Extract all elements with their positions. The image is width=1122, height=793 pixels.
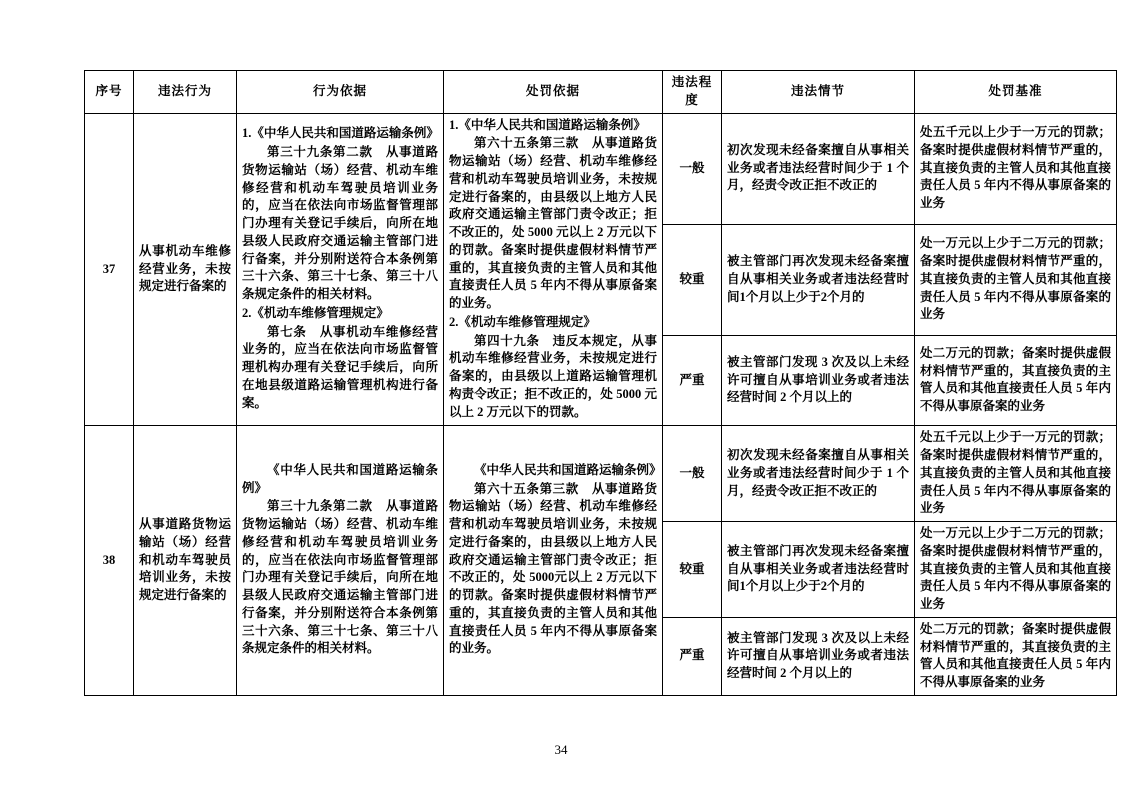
penalty-basis-line: 1.《中华人民共和国道路运输条例》 bbox=[449, 117, 646, 132]
page-number: 34 bbox=[554, 742, 568, 757]
row-penalty-basis bbox=[444, 426, 663, 696]
column-header-penalty-basis: 处罚依据 bbox=[444, 71, 663, 114]
penalty-basis-line: 第六十五条第三款 从事道路货物运输站（场）经营、机动车维修经营和机动车驾驶员培训业务，未按规定进行备案的，由县级以上地方人民政府交通运输主管部门责令改正；拒不改正的，处 5000 元以上 2 万元以下的罚款。备案时提供虚假材料情节严重的，其直接负责的主管人员和其他直接责任人员 5 年内不得从事原备案的业务。 bbox=[449, 136, 657, 310]
basis-line: 1.《中华人民共和国道路运输条例》 bbox=[242, 126, 439, 141]
level-standard: 处五千元以上少于一万元的罚款；备案时提供虚假材料情节严重的，其直接负责的主管人员和其他直接责任人员 5 年内不得从事原备案的业务 bbox=[915, 426, 1117, 522]
penalty-basis-line: 《中华人民共和国道路运输条例》 bbox=[474, 462, 662, 477]
table-body bbox=[85, 113, 1117, 695]
level-circumstance: 被主管部门再次发现未经备案擅自从事相关业务或者违法经营时间1个月以上少于2个月的 bbox=[722, 522, 915, 618]
column-header-basis: 行为依据 bbox=[237, 71, 444, 114]
penalty-standards-table bbox=[84, 70, 1117, 696]
row-act: 从事道路货物运输站（场）经营和机动车驾驶员培训业务，未按规定进行备案的 bbox=[134, 426, 237, 696]
penalty-table-container bbox=[84, 70, 1111, 696]
level-standard: 处一万元以上少于二万元的罚款；备案时提供虚假材料情节严重的，其直接负责的主管人员和其他直接责任人员 5 年内不得从事原备案的业务 bbox=[915, 224, 1117, 335]
level-degree: 较重 bbox=[663, 522, 722, 618]
row-basis bbox=[237, 426, 444, 696]
basis-line: 第三十九条第二款 从事道路货物运输站（场）经营、机动车维修经营和机动车驾驶员培训业务的，应当在依法向市场监督管理部门办理有关登记手续后，向所在地县级人民政府交通运输主管部门进行备案，并分别附送符合本条例第三十六条、第三十七条、第三十八条规定条件的相关材料。 bbox=[242, 145, 438, 302]
column-header-act: 违法行为 bbox=[134, 71, 237, 114]
column-header-standard: 处罚基准 bbox=[915, 71, 1117, 114]
row-basis bbox=[237, 113, 444, 426]
column-header-no: 序号 bbox=[85, 71, 134, 114]
level-circumstance: 被主管部门再次发现未经备案擅自从事相关业务或者违法经营时间1个月以上少于2个月的 bbox=[722, 224, 915, 335]
row-act: 从事机动车维修经营业务，未按规定进行备案的 bbox=[134, 113, 237, 426]
penalty-basis-line: 2.《机动车维修管理规定》 bbox=[449, 314, 596, 329]
penalty-basis-line: 第四十九条 违反本规定，从事机动车维修经营业务，未按规定进行备案的，由县级以上道路运输管理机构责令改正；拒不改正的，处 5000 元以上 2 万元以下的罚款。 bbox=[449, 333, 657, 419]
table-header bbox=[85, 71, 1117, 114]
level-standard: 处五千元以上少于一万元的罚款；备案时提供虚假材料情节严重的，其直接负责的主管人员和其他直接责任人员 5 年内不得从事原备案的业务 bbox=[915, 113, 1117, 224]
level-standard: 处二万元的罚款；备案时提供虚假材料情节严重的，其直接负责的主管人员和其他直接责任人员 5 年内不得从事原备案的业务 bbox=[915, 617, 1117, 695]
level-circumstance: 初次发现未经备案擅自从事相关业务或者违法经营时间少于 1 个月，经责令改正拒不改正的 bbox=[722, 426, 915, 522]
basis-line: 第三十九条第二款 从事道路货物运输站（场）经营、机动车维修经营和机动车驾驶员培训业务的，应当在依法向市场监督管理部门办理有关登记手续后，向所在地县级人民政府交通运输主管部门进行备案，并分别附送符合本条例第三十六条、第三十七条、第三十八条规定条件的相关材料。 bbox=[242, 499, 438, 656]
basis-line: 2.《机动车维修管理规定》 bbox=[242, 305, 389, 320]
level-circumstance: 被主管部门发现 3 次及以上未经许可擅自从事培训业务或者违法经营时间 2 个月以上的 bbox=[722, 617, 915, 695]
basis-line: 第七条 从事机动车维修经营业务的，应当在依法向市场监督管理机构办理有关登记手续后，向所在地县级道路运输管理机构进行备案。 bbox=[242, 324, 438, 410]
level-degree: 严重 bbox=[663, 617, 722, 695]
table-row bbox=[85, 113, 1117, 224]
level-degree: 较重 bbox=[663, 224, 722, 335]
level-degree: 一般 bbox=[663, 426, 722, 522]
row-penalty-basis bbox=[444, 113, 663, 426]
row-no: 37 bbox=[85, 113, 134, 426]
level-standard: 处一万元以上少于二万元的罚款；备案时提供虚假材料情节严重的，其直接负责的主管人员和其他直接责任人员 5 年内不得从事原备案的业务 bbox=[915, 522, 1117, 618]
column-header-degree: 违法程度 bbox=[663, 71, 722, 114]
row-no: 38 bbox=[85, 426, 134, 696]
table-row bbox=[85, 426, 1117, 522]
header-row bbox=[85, 71, 1117, 114]
column-header-circumstance: 违法情节 bbox=[722, 71, 915, 114]
level-degree: 严重 bbox=[663, 335, 722, 426]
level-circumstance: 被主管部门发现 3 次及以上未经许可擅自从事培训业务或者违法经营时间 2 个月以上的 bbox=[722, 335, 915, 426]
level-standard: 处二万元的罚款；备案时提供虚假材料情节严重的，其直接负责的主管人员和其他直接责任人员 5 年内不得从事原备案的业务 bbox=[915, 335, 1117, 426]
level-degree: 一般 bbox=[663, 113, 722, 224]
penalty-basis-line: 第六十五条第三款 从事道路货物运输站（场）经营、机动车维修经营和机动车驾驶员培训业务，未按规定进行备案的，由县级以上地方人民政府交通运输主管部门责令改正；拒不改正的，处 5000元以上 2 万元以下的罚款。备案时提供虚假材料情节严重的，其直接负责的主管人员和其他直接责任人员 5 年内不得从事原备案的业务。 bbox=[449, 481, 657, 656]
level-circumstance: 初次发现未经备案擅自从事相关业务或者违法经营时间少于 1 个月，经责令改正拒不改正的 bbox=[722, 113, 915, 224]
basis-line: 《中华人民共和国道路运输条例》 bbox=[242, 462, 438, 495]
